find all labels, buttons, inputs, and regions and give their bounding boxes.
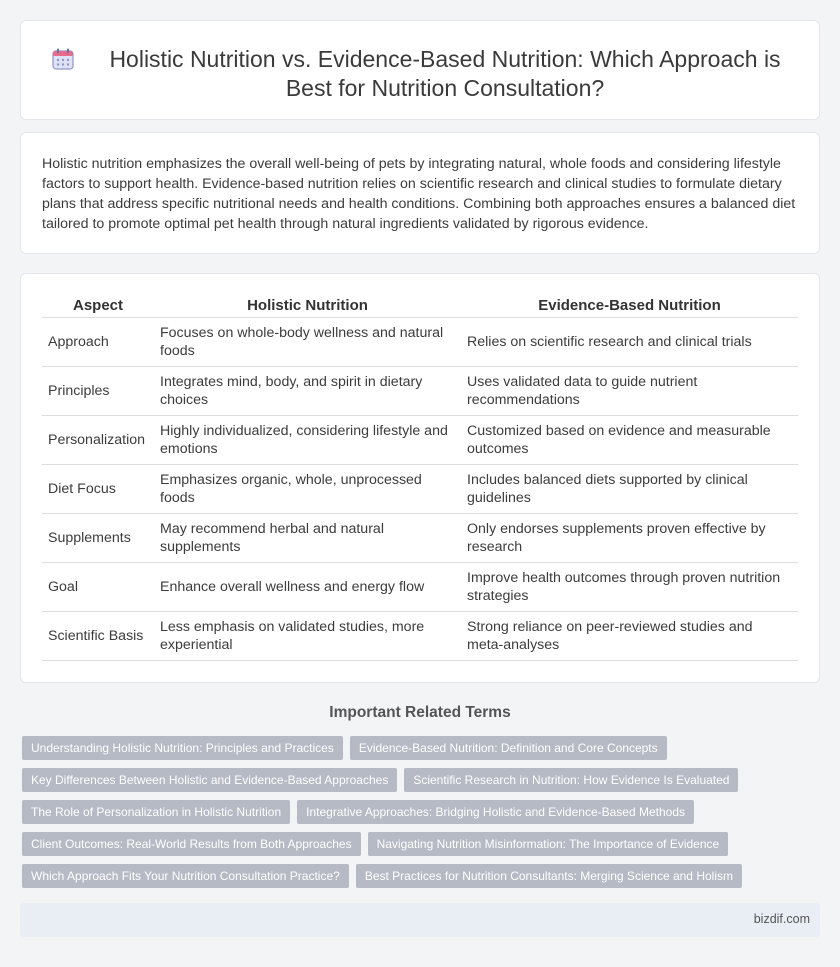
table-row bbox=[42, 415, 798, 464]
comparison-table-card bbox=[20, 273, 820, 683]
cell-aspect: Approach bbox=[42, 317, 154, 366]
footer-site-link[interactable]: bizdif.com bbox=[753, 912, 810, 926]
related-term-link[interactable]: Client Outcomes: Real-World Results from Both Approaches bbox=[22, 832, 361, 856]
related-term-link[interactable]: Which Approach Fits Your Nutrition Consultation Practice? bbox=[22, 864, 349, 888]
tag-row bbox=[22, 832, 822, 856]
table-header-row bbox=[42, 295, 798, 317]
table-row bbox=[42, 611, 798, 660]
cell-holistic: Integrates mind, body, and spirit in dietary choices bbox=[154, 366, 461, 415]
cell-evidence: Relies on scientific research and clinical trials bbox=[461, 317, 798, 366]
cell-holistic: Highly individualized, considering lifestyle and emotions bbox=[154, 415, 461, 464]
cell-evidence: Strong reliance on peer-reviewed studies and meta-analyses bbox=[461, 611, 798, 660]
cell-aspect: Personalization bbox=[42, 415, 154, 464]
title-card bbox=[20, 20, 820, 120]
related-term-link[interactable]: Best Practices for Nutrition Consultants: Merging Science and Holism bbox=[356, 864, 742, 888]
cell-aspect: Diet Focus bbox=[42, 464, 154, 513]
tag-row bbox=[22, 800, 822, 824]
cell-evidence: Uses validated data to guide nutrient recommendations bbox=[461, 366, 798, 415]
related-term-link[interactable]: The Role of Personalization in Holistic Nutrition bbox=[22, 800, 290, 824]
cell-evidence: Customized based on evidence and measurable outcomes bbox=[461, 415, 798, 464]
table-row bbox=[42, 366, 798, 415]
cell-aspect: Goal bbox=[42, 562, 154, 611]
cell-evidence: Only endorses supplements proven effective by research bbox=[461, 513, 798, 562]
related-term-link[interactable]: Scientific Research in Nutrition: How Evidence Is Evaluated bbox=[404, 768, 738, 792]
table-row bbox=[42, 562, 798, 611]
intro-paragraph: Holistic nutrition emphasizes the overall well-being of pets by integrating natural, whole foods and considering lifestyle factors to support health. Evidence-based nutrition relies on scientific research and clinical studies to formulate dietary plans that address specific nutritional needs and health conditions. Combining both approaches ensures a balanced diet tailored to promote optimal pet health through natural ingredients validated by rigorous evidence. bbox=[42, 156, 796, 232]
cell-aspect: Principles bbox=[42, 366, 154, 415]
cell-holistic: Focuses on whole-body wellness and natural foods bbox=[154, 317, 461, 366]
cell-aspect: Supplements bbox=[42, 513, 154, 562]
related-term-link[interactable]: Integrative Approaches: Bridging Holistic and Evidence-Based Methods bbox=[297, 800, 694, 824]
table-row bbox=[42, 317, 798, 366]
cell-holistic: May recommend herbal and natural supplements bbox=[154, 513, 461, 562]
related-terms-list bbox=[22, 736, 822, 896]
comparison-table bbox=[42, 295, 798, 661]
tag-row bbox=[22, 736, 822, 760]
footer bbox=[20, 903, 820, 937]
page-title: Holistic Nutrition vs. Evidence-Based Nutrition: Which Approach is Best for Nutrition Consultation? bbox=[109, 46, 781, 101]
cell-holistic: Emphasizes organic, whole, unprocessed foods bbox=[154, 464, 461, 513]
related-term-link[interactable]: Understanding Holistic Nutrition: Principles and Practices bbox=[22, 736, 343, 760]
cell-holistic: Less emphasis on validated studies, more experiential bbox=[154, 611, 461, 660]
related-term-link[interactable]: Evidence-Based Nutrition: Definition and Core Concepts bbox=[350, 736, 667, 760]
table-row bbox=[42, 513, 798, 562]
calendar-icon bbox=[51, 47, 75, 71]
header-aspect: Aspect bbox=[42, 295, 154, 317]
intro-card bbox=[20, 132, 820, 254]
cell-evidence: Includes balanced diets supported by clinical guidelines bbox=[461, 464, 798, 513]
cell-evidence: Improve health outcomes through proven nutrition strategies bbox=[461, 562, 798, 611]
header-evidence: Evidence-Based Nutrition bbox=[461, 295, 798, 317]
cell-holistic: Enhance overall wellness and energy flow bbox=[154, 562, 461, 611]
cell-aspect: Scientific Basis bbox=[42, 611, 154, 660]
related-terms-heading: Important Related Terms bbox=[329, 704, 511, 721]
related-term-link[interactable]: Navigating Nutrition Misinformation: The Importance of Evidence bbox=[368, 832, 729, 856]
tag-row bbox=[22, 864, 822, 888]
tag-row bbox=[22, 768, 822, 792]
header-holistic: Holistic Nutrition bbox=[154, 295, 461, 317]
related-term-link[interactable]: Key Differences Between Holistic and Evidence-Based Approaches bbox=[22, 768, 397, 792]
table-row bbox=[42, 464, 798, 513]
